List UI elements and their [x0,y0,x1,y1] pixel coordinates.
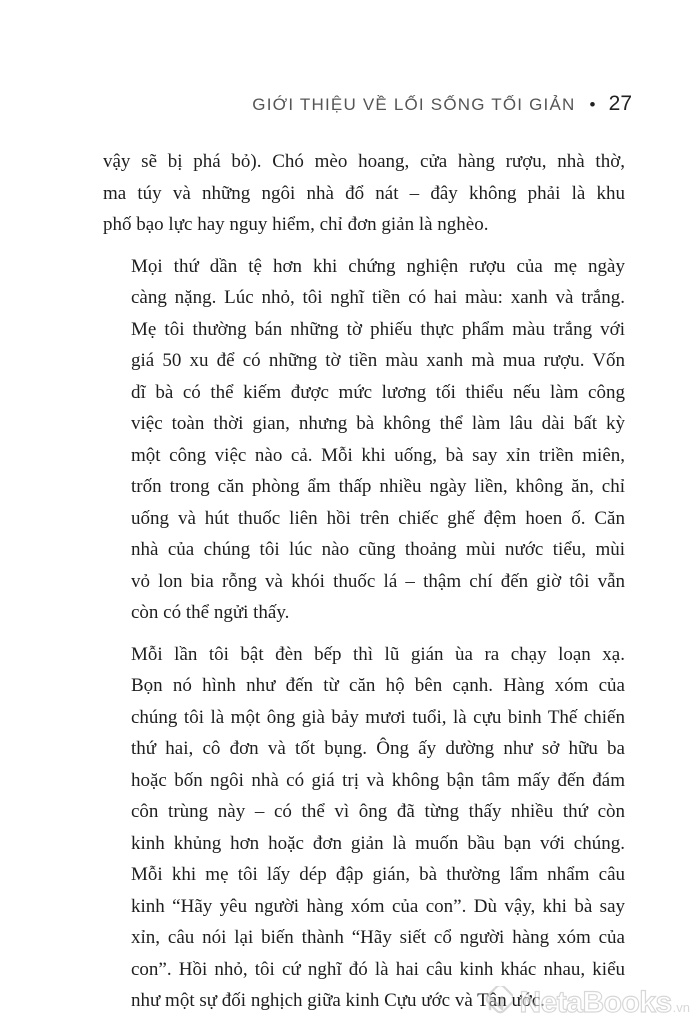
text-line: vậy sẽ bị phá bỏ). Chó mèo hoang, cửa hàng rượu, nhà thờ, [103,151,625,172]
text-line: như một sự đối nghịch giữa kinh Cựu ước và Tân ước. [131,990,545,1011]
text-line: thứ hai, cô đơn và tốt bụng. Ông ấy dường như sở hữu ba [131,738,625,759]
netabooks-logo-icon [479,986,513,1020]
text-line: phố bạo lực hay nguy hiểm, chỉ đơn giản là nghèo. [103,214,489,235]
watermark-brand: NetaBooks [519,986,672,1019]
running-header [0,91,632,118]
watermark [479,986,690,1020]
text-line: còn có thể ngửi thấy. [131,602,290,623]
paragraph-3 [103,639,625,1017]
text-line: Mỗi lần tôi bật đèn bếp thì lũ gián ùa ra chạy loạn xạ. [131,643,625,665]
paragraph-1 [103,146,625,241]
text-line: càng nặng. Lúc nhỏ, tôi nghĩ tiền có hai màu: xanh và trắng. [131,287,625,308]
text-line: nhà của chúng tôi lúc nào cũng thoảng mùi nước tiểu, mùi [131,539,625,560]
text-line: Mỗi khi mẹ tôi lấy dép đập gián, bà thường lẩm nhẩm câu [131,864,625,885]
text-line: Mẹ tôi thường bán những tờ phiếu thực phẩm màu trắng với [131,318,625,340]
text-line: kinh khủng hơn hoặc đơn giản là muốn bầu bạn với chúng. [131,832,625,854]
text-line: kinh “Hãy yêu người hàng xóm của con”. Dù vậy, khi bà say [131,895,625,917]
text-line: côn trùng này – có thể vì ông đã từng thấy nhiều thứ còn [131,801,625,822]
header-bullet: • [589,95,597,114]
body-text [103,146,625,1017]
text-line: giá 50 xu để có những tờ tiền màu xanh mà mua rượu. Vốn [131,350,625,371]
running-title: GIỚI THIỆU VỀ LỐI SỐNG TỐI GIẢN [252,95,576,114]
text-line: uống và hút thuốc liên hồi trên chiếc ghế đệm hoen ố. Căn [131,507,625,529]
paragraph-2 [103,251,625,629]
page-number: 27 [608,92,632,115]
text-line: trốn trong căn phòng ẩm thấp nhiều ngày liền, không ăn, chỉ [131,476,625,497]
text-line: con”. Hồi nhỏ, tôi cứ nghĩ đó là hai câu kinh khác nhau, kiểu [131,958,625,980]
text-line: xỉn, câu nói lại biến thành “Hãy siết cổ người hàng xóm của [131,927,625,948]
text-line: hoặc bốn ngôi nhà có giá trị và không bận tâm mấy đến đám [131,769,625,791]
text-line: một công việc nào cả. Mỗi khi uống, bà say xỉn triền miên, [131,444,625,466]
text-line: ma túy và những ngôi nhà đổ nát – đây không phải là khu [103,182,625,204]
text-line: vỏ lon bia rỗng và khói thuốc lá – thậm chí đến giờ tôi vẫn [131,570,625,592]
watermark-tld: .vn [672,1000,690,1015]
text-line: chúng tôi là một ông già bảy mươi tuổi, là cựu binh Thế chiến [131,706,625,728]
text-line: dĩ bà có thể kiếm được mức lương tối thiểu nếu làm công [131,381,625,403]
text-line: việc toàn thời gian, nhưng bà không thể làm lâu dài bất kỳ [131,413,625,434]
text-line: Mọi thứ dần tệ hơn khi chứng nghiện rượu của mẹ ngày [131,255,625,277]
text-line: Bọn nó hình như đến từ căn hộ bên cạnh. Hàng xóm của [131,675,625,696]
